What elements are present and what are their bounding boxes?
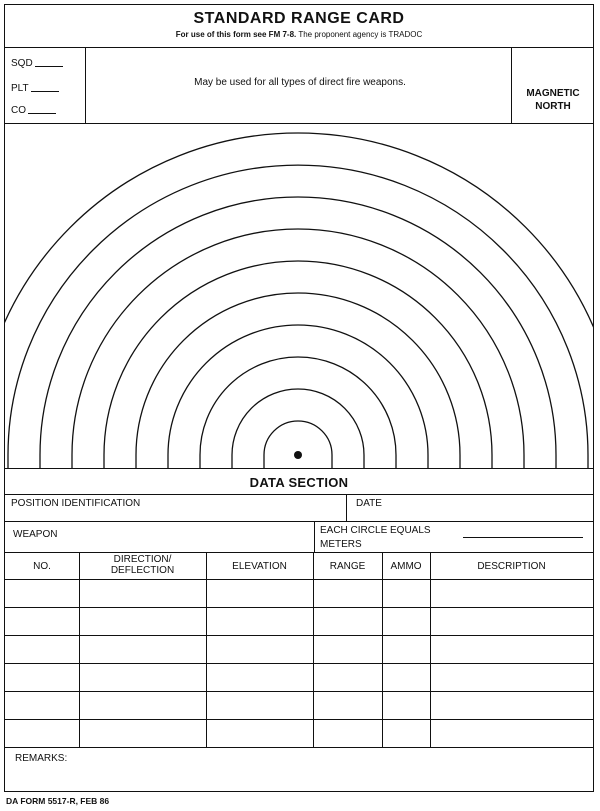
subtitle-agency: The proponent agency is TRADOC <box>298 30 423 39</box>
weapon-row-bottom <box>5 552 593 553</box>
range-rings-sketch[interactable] <box>5 5 593 475</box>
table-row-line-3 <box>5 663 593 664</box>
meters-label: METERS <box>320 539 362 550</box>
range-ring-1 <box>264 421 332 475</box>
remarks-label: REMARKS: <box>15 753 68 764</box>
table-row-line-4 <box>5 691 593 692</box>
company-label: CO <box>11 105 26 116</box>
subtitle-form-ref: form see FM 7-8. <box>233 30 297 39</box>
col-header-ammo: AMMO <box>390 561 422 572</box>
col-header-elevation: ELEVATION <box>232 561 287 572</box>
data-section-divider <box>5 494 593 495</box>
date-label: DATE <box>356 498 382 509</box>
table-row-line-5 <box>5 719 593 720</box>
magnetic-north-line1: MAGNETIC <box>526 88 580 99</box>
col-header-no: NO. <box>33 561 51 572</box>
usage-note: May be used for all types of direct fire weapons. <box>194 77 406 88</box>
circle-divider <box>314 521 315 552</box>
subtitle-prefix: For use of this <box>175 30 231 39</box>
form-number: DA FORM 5517-R, FEB 86 <box>6 796 110 806</box>
col-header-direction-line1: DIRECTION/ <box>113 554 172 565</box>
circle-value-blank[interactable] <box>463 537 583 538</box>
squad-label: SQD <box>11 58 33 69</box>
table-row-line-1 <box>5 607 593 608</box>
range-ring-8 <box>40 197 556 475</box>
sketch-bottom-border <box>5 468 593 469</box>
range-ring-9 <box>8 165 588 475</box>
platoon-label: PLT <box>11 83 29 94</box>
weapon-position-dot <box>294 451 302 459</box>
range-ring-5 <box>136 293 460 475</box>
weapon-label: WEAPON <box>13 529 58 540</box>
form-title: STANDARD RANGE CARD <box>193 10 405 27</box>
data-section-title: DATA SECTION <box>249 475 349 490</box>
each-circle-label: EACH CIRCLE EQUALS <box>320 525 431 536</box>
table-header-bottom <box>5 579 593 580</box>
magnetic-north-line2: NORTH <box>535 101 571 112</box>
date-divider <box>346 494 347 521</box>
table-bottom <box>5 747 593 748</box>
range-ring-2 <box>232 389 364 475</box>
range-ring-7 <box>72 229 524 475</box>
position-row-bottom <box>5 521 593 522</box>
col-header-direction <box>79 554 206 576</box>
col-header-direction-line2: DEFLECTION <box>110 565 175 576</box>
range-card-form <box>4 4 594 792</box>
col-header-range: RANGE <box>329 561 366 572</box>
col-header-description: DESCRIPTION <box>477 561 546 572</box>
range-ring-10 <box>5 133 593 475</box>
position-identification-label: POSITION IDENTIFICATION <box>11 498 141 509</box>
table-row-line-2 <box>5 635 593 636</box>
